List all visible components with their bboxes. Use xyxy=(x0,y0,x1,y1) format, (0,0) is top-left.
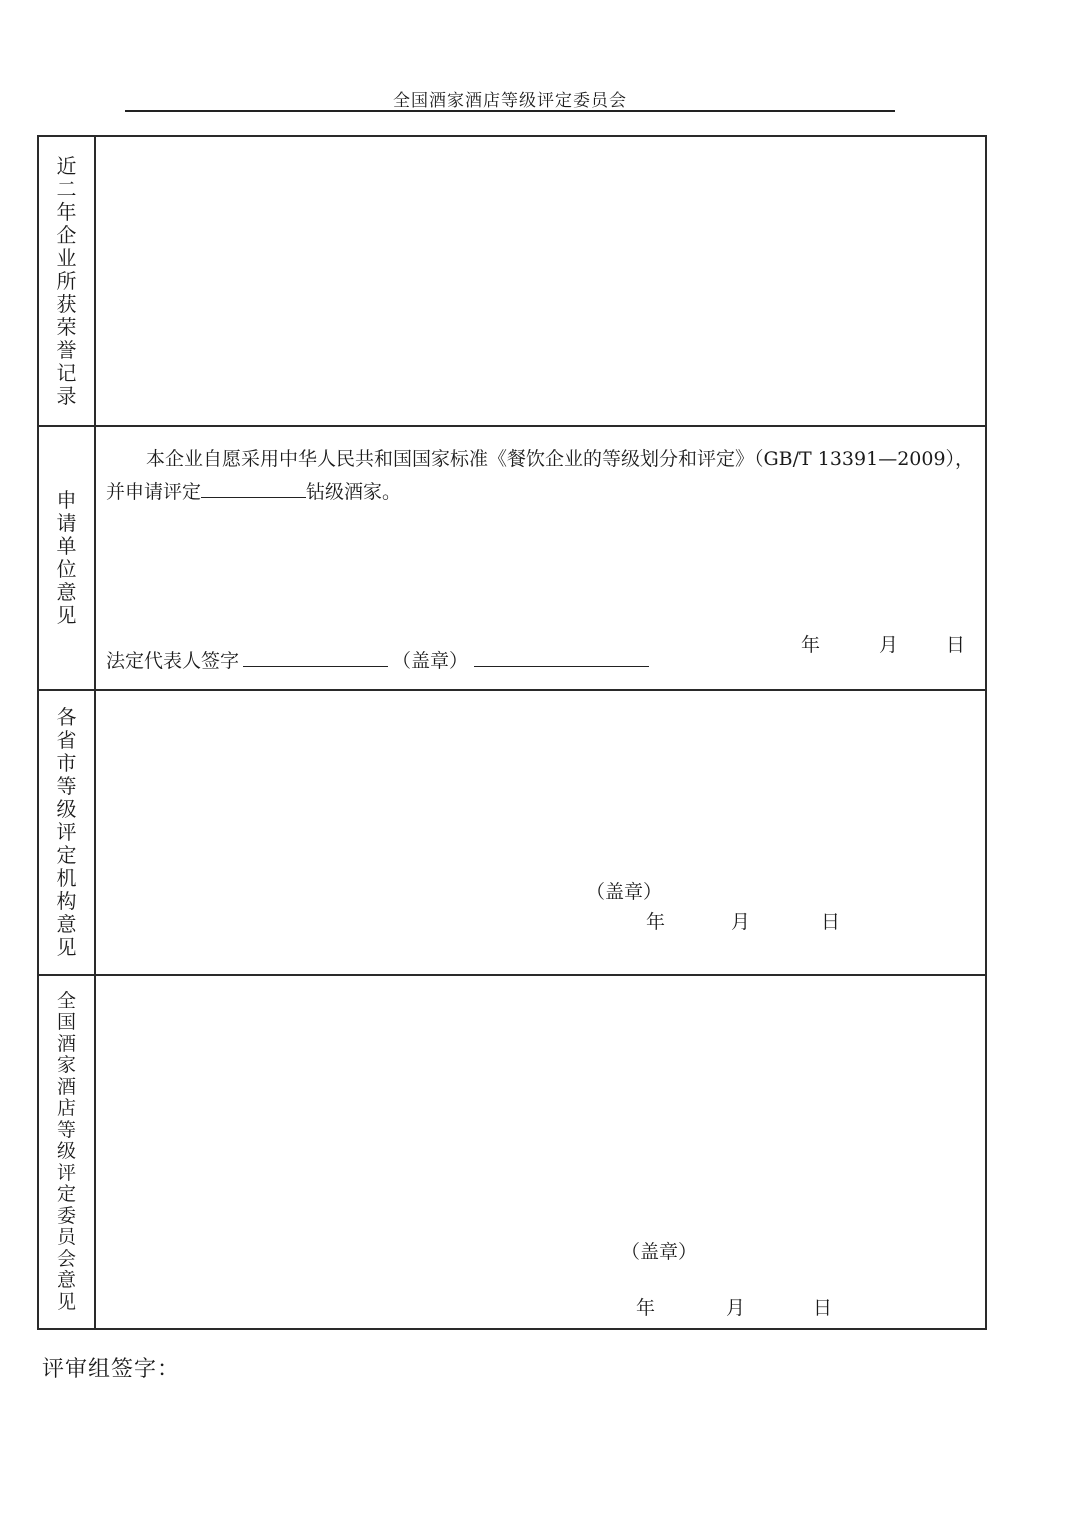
applicant-label: 申请单位意见 xyxy=(56,488,77,627)
provincial-label: 各省市等级评定机构意见 xyxy=(56,705,77,959)
date-day-label: 日 xyxy=(946,634,966,656)
date-day-label: 日 xyxy=(821,911,841,933)
date-month-label: 月 xyxy=(726,1297,746,1319)
committee-label: 全国酒家酒店等级评定委员会意见 xyxy=(56,989,76,1313)
applicant-row xyxy=(39,425,985,689)
header-rule xyxy=(125,110,895,112)
applicant-statement xyxy=(106,443,976,509)
provincial-seal-label: （盖章） xyxy=(586,881,663,903)
provincial-label-cell xyxy=(39,691,96,974)
applicant-seal-label: （盖章） xyxy=(392,650,469,672)
honors-content-area[interactable] xyxy=(96,137,985,425)
date-year-label: 年 xyxy=(636,1297,656,1319)
legal-rep-sign-line xyxy=(106,646,649,673)
date-month-label: 月 xyxy=(879,634,899,656)
review-team-sign-label: 评审组签字： xyxy=(42,1357,181,1382)
committee-content-area xyxy=(96,976,985,1328)
document-header-title: 全国酒家酒店等级评定委员会 xyxy=(393,91,627,111)
legal-rep-label: 法定代表人签字 xyxy=(106,650,240,672)
statement-text-part1: 本企业自愿采用中华人民共和国国家标准《餐饮企业的等级划分和评定》（GB/T 13391—2009），并申请评定 xyxy=(106,448,975,503)
honors-label-cell xyxy=(39,137,96,425)
diamond-level-blank[interactable] xyxy=(201,479,306,498)
honors-row xyxy=(39,137,985,425)
date-year-label: 年 xyxy=(646,911,666,933)
honors-label: 近二年企业所获荣誉记录 xyxy=(56,153,77,408)
applicant-seal-blank[interactable] xyxy=(474,648,649,667)
applicant-label-cell xyxy=(39,427,96,689)
applicant-content-area xyxy=(96,427,985,689)
committee-label-cell xyxy=(39,976,96,1328)
provincial-row xyxy=(39,689,985,974)
statement-text-part2: 钻级酒家。 xyxy=(306,481,402,503)
date-year-label: 年 xyxy=(801,634,821,656)
committee-seal-label: （盖章） xyxy=(621,1241,698,1263)
legal-rep-signature-blank[interactable] xyxy=(243,648,388,667)
date-day-label: 日 xyxy=(813,1297,833,1319)
provincial-content-area xyxy=(96,691,985,974)
committee-row xyxy=(39,974,985,1328)
evaluation-form-table xyxy=(37,135,987,1330)
date-month-label: 月 xyxy=(731,911,751,933)
